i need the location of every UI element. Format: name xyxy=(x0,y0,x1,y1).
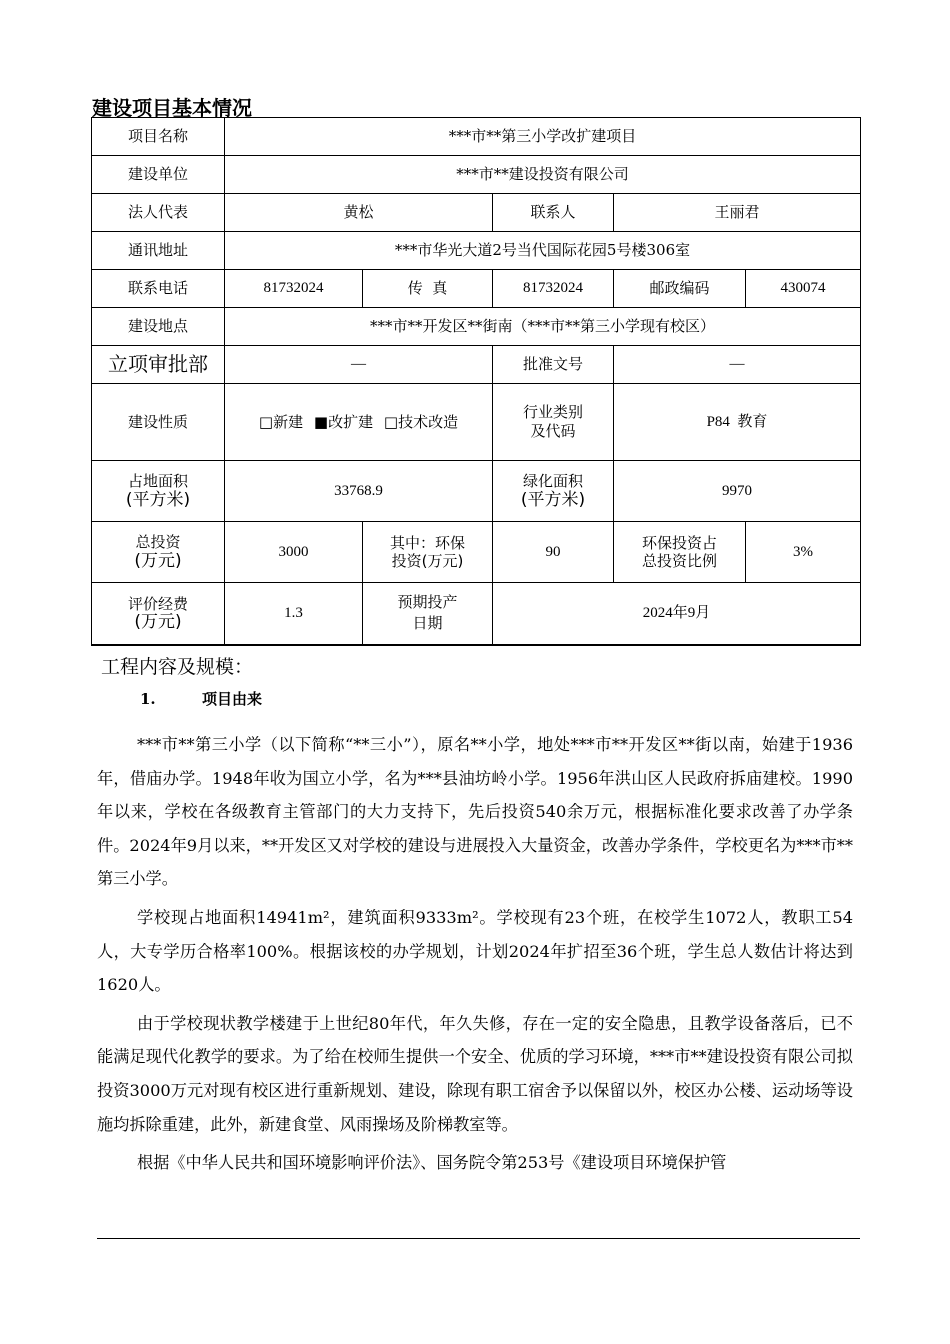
env-invest-value: 90 xyxy=(493,522,614,583)
project-info-table xyxy=(91,117,861,646)
item-heading xyxy=(140,688,262,709)
green-area-value: 9970 xyxy=(614,461,861,522)
approval-no-label: 批准文号 xyxy=(493,346,614,384)
builder-value: ***市**建设投资有限公司 xyxy=(225,156,861,194)
item-title: 项目由来 xyxy=(202,690,263,708)
legal-rep-label: 法人代表 xyxy=(92,194,225,232)
table-row xyxy=(92,270,861,308)
approval-no-value: — xyxy=(614,346,861,384)
table-row xyxy=(92,461,861,522)
eval-fee-value: 1.3 xyxy=(225,583,363,645)
phone-value: 81732024 xyxy=(225,270,363,308)
table-row xyxy=(92,118,861,156)
approval-dept-value: — xyxy=(225,346,493,384)
fax-value: 81732024 xyxy=(493,270,614,308)
address-label: 通讯地址 xyxy=(92,232,225,270)
checkbox-tech: □技术改造 xyxy=(383,412,459,431)
production-date-value: 2024年9月 xyxy=(493,583,861,645)
postcode-value: 430074 xyxy=(746,270,861,308)
total-invest-value: 3000 xyxy=(225,522,363,583)
nature-label: 建设性质 xyxy=(92,384,225,461)
contact-value: 王丽君 xyxy=(614,194,861,232)
land-area-value: 33768.9 xyxy=(225,461,493,522)
land-area-label: 占地面积 (平方米) xyxy=(92,461,225,522)
table-row xyxy=(92,194,861,232)
env-invest-label: 其中：环保 投资(万元) xyxy=(363,522,493,583)
table-row xyxy=(92,156,861,194)
paragraph: 根据《中华人民共和国环境影响评价法》、国务院令第253号《建设项目环境保护管 xyxy=(137,1153,727,1173)
contact-label: 联系人 xyxy=(493,194,614,232)
checkbox-new: □新建 xyxy=(258,412,304,431)
env-ratio-value: 3% xyxy=(746,522,861,583)
eval-fee-label: 评价经费 (万元) xyxy=(92,583,225,645)
address-value: ***市华光大道2号当代国际花园5号楼306室 xyxy=(225,232,861,270)
postcode-label: 邮政编码 xyxy=(614,270,746,308)
site-label: 建设地点 xyxy=(92,308,225,346)
body-text xyxy=(97,728,853,1180)
total-invest-label: 总投资 (万元) xyxy=(92,522,225,583)
env-ratio-label: 环保投资占 总投资比例 xyxy=(614,522,746,583)
table-row xyxy=(92,232,861,270)
production-date-label: 预期投产 日期 xyxy=(363,583,493,645)
approval-dept-label: 立项审批部 xyxy=(92,346,225,384)
legal-rep-value: 黄松 xyxy=(225,194,493,232)
page-title: 建设项目基本情况 xyxy=(92,96,252,120)
industry-value: P84 教育 xyxy=(614,384,861,461)
paragraph: 学校现占地面积14941m²，建筑面积9333m²。学校现有23个班，在校学生1072人，教职工54人，大专学历合格率100%。根据该校的办学规划，计划2024年扩招至36个班，学生总人数估计将达到1620人。 xyxy=(97,907,853,995)
paragraph: ***市**第三小学（以下简称“**三小”），原名**小学，地处***市**开发区**街以南，始建于1936年，借庙办学。1948年收为国立小学，名为***县油坊岭小学。1956年洪山区人民政府拆庙建校。1990年以来，学校在各级教育主管部门的大力支持下，先后投资540余万元，根据标准化要求改善了办学条件。2024年9月以来，**开发区又对学校的建设与进展投入大量资金，改善办学条件，学校更名为***市**第三小学。 xyxy=(97,735,853,889)
project-name-value: ***市**第三小学改扩建项目 xyxy=(225,118,861,156)
project-name-label: 项目名称 xyxy=(92,118,225,156)
builder-label: 建设单位 xyxy=(92,156,225,194)
industry-label: 行业类别 及代码 xyxy=(493,384,614,461)
paragraph: 由于学校现状教学楼建于上世纪80年代，年久失修，存在一定的安全隐患，且教学设备落后，已不能满足现代化教学的要求。为了给在校师生提供一个安全、优质的学习环境，***市**建设投资有限公司拟投资3000万元对现有校区进行重新规划、建设，除现有职工宿舍予以保留以外，校区办公楼、运动场等设施均拆除重建，此外，新建食堂、风雨操场及阶梯教室等。 xyxy=(97,1013,853,1134)
table-row xyxy=(92,308,861,346)
table-row xyxy=(92,522,861,583)
phone-label: 联系电话 xyxy=(92,270,225,308)
checkbox-expansion: ■改扩建 xyxy=(313,412,374,431)
fax-label: 传 真 xyxy=(363,270,493,308)
table-row xyxy=(92,346,861,384)
green-area-label: 绿化面积 (平方米) xyxy=(493,461,614,522)
table-row xyxy=(92,583,861,645)
nature-options xyxy=(225,384,493,461)
section-heading: 工程内容及规模： xyxy=(101,656,254,678)
table-row xyxy=(92,384,861,461)
divider xyxy=(97,1238,860,1239)
site-value: ***市**开发区**街南（***市**第三小学现有校区） xyxy=(225,308,861,346)
item-number: 1. xyxy=(140,690,156,708)
